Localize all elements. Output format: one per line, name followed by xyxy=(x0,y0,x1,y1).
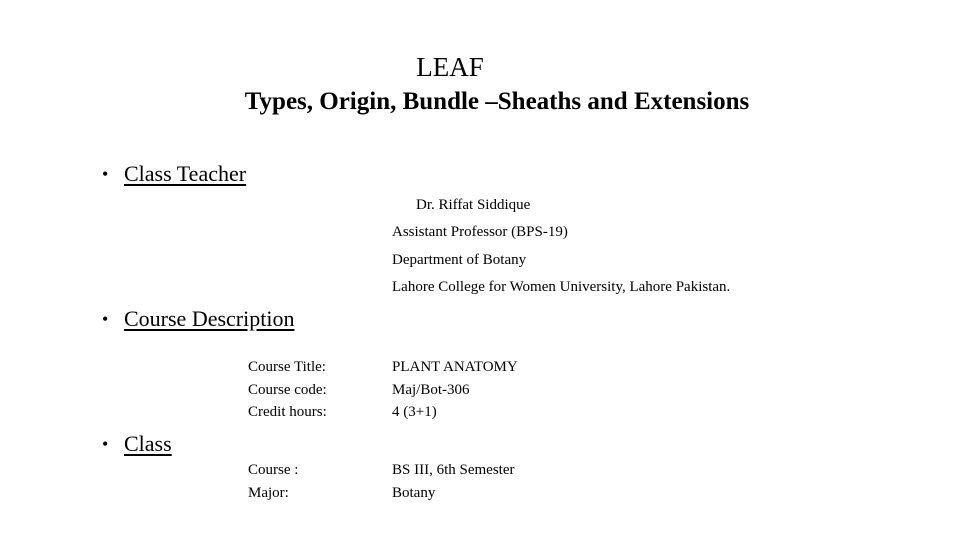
teacher-institution: Lahore College for Women University, Lahore Pakistan. xyxy=(392,279,731,295)
credit-hours-value: 4 (3+1) xyxy=(392,404,437,420)
teacher-department: Department of Botany xyxy=(392,252,527,268)
teacher-name: Dr. Riffat Siddique xyxy=(416,197,531,213)
bullet-icon: • xyxy=(102,433,109,454)
bullet-class xyxy=(102,431,172,457)
class-course-value: BS III, 6th Semester xyxy=(392,462,515,478)
bullet-class-teacher xyxy=(102,161,246,187)
bullet-course-description xyxy=(102,306,294,332)
teacher-designation: Assistant Professor (BPS-19) xyxy=(392,224,568,240)
class-teacher-heading: Class Teacher xyxy=(124,161,247,186)
course-description-heading: Course Description xyxy=(124,306,295,331)
course-title-value: PLANT ANATOMY xyxy=(392,359,518,375)
bullet-icon: • xyxy=(102,308,109,329)
bullet-icon: • xyxy=(102,163,109,184)
course-code-label: Course code: xyxy=(248,382,327,398)
course-title-label: Course Title: xyxy=(248,359,326,375)
class-major-label: Major: xyxy=(248,485,289,501)
credit-hours-label: Credit hours: xyxy=(248,404,327,420)
class-major-value: Botany xyxy=(392,485,436,501)
class-heading: Class xyxy=(124,431,172,456)
course-code-value: Maj/Bot-306 xyxy=(392,382,470,398)
slide-subtitle: Types, Origin, Bundle –Sheaths and Extensions xyxy=(244,88,750,115)
slide-title: LEAF xyxy=(416,52,484,82)
class-course-label: Course : xyxy=(248,462,299,478)
